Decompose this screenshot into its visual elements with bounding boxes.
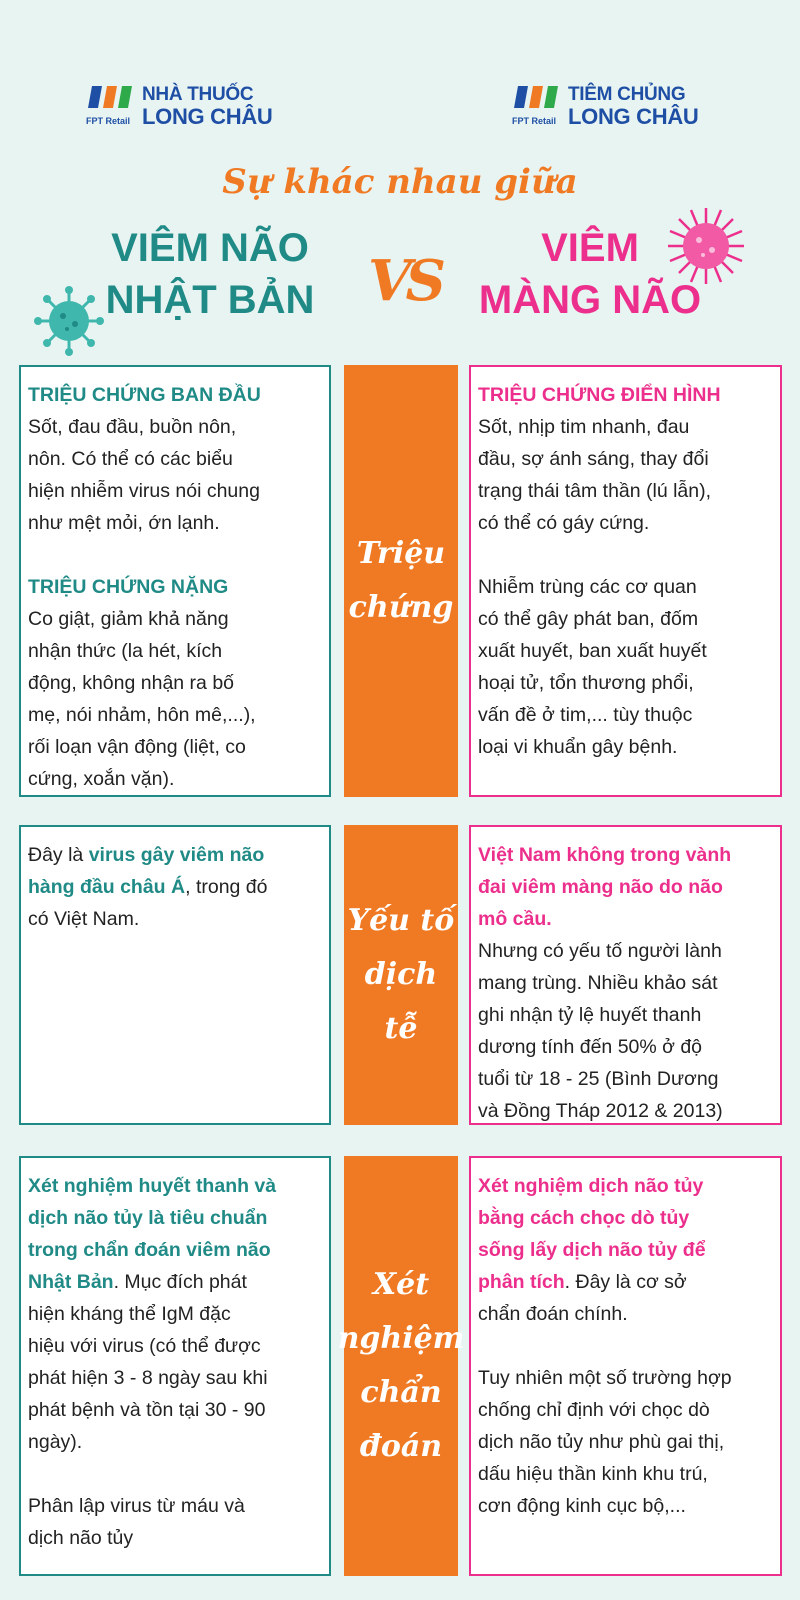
diagnosis-label — [337, 1156, 465, 1576]
text-line: có Việt Nam. — [28, 908, 140, 930]
right-title-line2: MÀNG NÃO — [478, 278, 702, 322]
typical-symptoms-heading: TRIỆU CHỨNG ĐIỂN HÌNH — [478, 384, 721, 406]
symptoms-left-box — [19, 365, 331, 797]
text-fragment: Đây là — [28, 844, 89, 866]
label-line: Xét — [372, 1267, 430, 1302]
text-line: cơn động kinh cục bộ,... — [478, 1495, 686, 1517]
text-line: hiện nhiễm virus nói chung — [28, 480, 260, 502]
highlight-text: Xét nghiệm huyết thanh và — [28, 1175, 277, 1197]
symptoms-right-box — [469, 365, 782, 797]
symptoms-label — [344, 365, 458, 797]
left-title-line2: NHẬT BẢN — [105, 278, 315, 322]
text-line: và Đồng Tháp 2012 & 2013) — [478, 1100, 723, 1122]
logo-line2: LONG CHÂU — [142, 104, 273, 129]
text-line: nôn. Có thể có các biểu — [28, 448, 233, 470]
highlight-text: Nhật Bản — [28, 1271, 114, 1293]
text-line: mẹ, nói nhảm, hôn mê,...), — [28, 704, 256, 726]
label-line: dịch tễ — [364, 957, 438, 1046]
logo-tiem-chung — [512, 82, 699, 132]
label-line: chẩn — [360, 1375, 442, 1410]
text-line: hiệu với virus (có thể được — [28, 1335, 261, 1357]
text-line: mang trùng. Nhiều khảo sát — [478, 972, 718, 994]
highlight-text: bằng cách chọc dò tủy — [478, 1207, 690, 1229]
label-line: chứng — [348, 590, 454, 625]
brand-label: FPT Retail — [86, 116, 131, 126]
highlight-text: virus gây viêm não — [88, 844, 265, 866]
highlight-text: trong chẩn đoán viêm não — [28, 1239, 271, 1261]
text-line: đầu, sợ ánh sáng, thay đổi — [478, 448, 709, 470]
text-line: có thể gây phát ban, đốm — [478, 608, 699, 630]
vs-label: VS — [368, 248, 440, 314]
text-line: ghi nhận tỷ lệ huyết thanh — [478, 1004, 702, 1026]
highlight-text: đai viêm màng não do não — [478, 876, 723, 898]
highlight-text: hàng đầu châu Á — [28, 876, 186, 898]
text-line: Sốt, nhịp tim nhanh, đau — [478, 416, 690, 438]
teal-virus-icon — [34, 286, 104, 356]
text-line: Tuy nhiên một số trường hợp — [478, 1367, 732, 1389]
text-line: dịch não tủy như phù gai thị, — [478, 1431, 725, 1453]
highlight-text: phân tích — [478, 1271, 565, 1293]
left-title — [60, 222, 360, 326]
logo-line1: TIÊM CHỦNG — [568, 84, 686, 105]
text-line: Sốt, đau đầu, buồn nôn, — [28, 416, 237, 438]
logo-line2: LONG CHÂU — [568, 104, 699, 129]
text-line: động, không nhận ra bố — [28, 672, 235, 694]
text-fragment: . Mục đích phát — [113, 1271, 247, 1293]
logo-line1: NHÀ THUỐC — [142, 84, 254, 105]
text-line: Nhiễm trùng các cơ quan — [478, 576, 697, 598]
highlight-text: mô cầu. — [478, 908, 552, 930]
text-line — [28, 839, 323, 871]
highlight-text: Xét nghiệm dịch não tủy — [478, 1175, 704, 1197]
initial-symptoms-heading: TRIỆU CHỨNG BAN ĐẦU — [28, 384, 261, 406]
text-line: Phân lập virus từ máu và — [28, 1495, 245, 1517]
label-line: nghiệm — [337, 1321, 465, 1356]
text-line — [478, 1266, 774, 1298]
text-line: trạng thái tâm thần (lú lẫn), — [478, 480, 712, 502]
text-fragment: , trong đó — [185, 876, 268, 898]
logo-nha-thuoc — [86, 82, 273, 132]
text-line: hiện kháng thể IgM đặc — [28, 1303, 231, 1325]
text-line: ngày). — [28, 1431, 83, 1453]
text-line: rối loạn vận động (liệt, co — [28, 736, 246, 758]
severe-symptoms-heading: TRIỆU CHỨNG NẶNG — [28, 576, 229, 598]
text-line: vấn đề ở tim,... tùy thuộc — [478, 704, 693, 726]
left-title-line1: VIÊM NÃO — [111, 226, 309, 270]
subtitle: Sự khác nhau giữa — [222, 162, 578, 202]
right-title-line1: VIÊM — [541, 226, 639, 270]
text-line: chống chỉ định với chọc dò — [478, 1399, 710, 1421]
fpt-logo-icon — [86, 82, 144, 132]
epidemiology-left-box — [19, 825, 331, 1125]
text-line: như mệt mỏi, ớn lạnh. — [28, 512, 220, 534]
text-line: dịch não tủy — [28, 1527, 134, 1549]
text-line: dấu hiệu thần kinh khu trú, — [478, 1463, 708, 1485]
text-line: dương tính đến 50% ở độ — [478, 1036, 703, 1058]
epidemiology-label — [344, 825, 458, 1125]
text-line: Nhưng có yếu tố người lành — [478, 940, 722, 962]
text-line — [28, 871, 323, 903]
text-line: Co giật, giảm khả năng — [28, 608, 229, 630]
diagnosis-left-box — [19, 1156, 331, 1576]
fpt-logo-icon — [512, 82, 570, 132]
label-line: đoán — [359, 1429, 443, 1464]
text-line — [28, 1266, 323, 1298]
highlight-text: Việt Nam không trong vành — [478, 844, 732, 866]
text-line: nhận thức (la hét, kích — [28, 640, 223, 662]
text-line: loại vi khuẩn gây bệnh. — [478, 736, 678, 758]
diagnosis-right-box — [469, 1156, 782, 1576]
text-line: cứng, xoắn vặn). — [28, 768, 175, 790]
epidemiology-right-box — [469, 825, 782, 1125]
label-line: Yếu tố — [347, 903, 455, 938]
pink-virus-icon — [666, 206, 746, 286]
text-line: phát hiện 3 - 8 ngày sau khi — [28, 1367, 268, 1389]
highlight-text: dịch não tủy là tiêu chuẩn — [28, 1207, 268, 1229]
text-line: chẩn đoán chính. — [478, 1303, 628, 1325]
text-line: xuất huyết, ban xuất huyết — [478, 640, 707, 662]
text-line: phát bệnh và tồn tại 30 - 90 — [28, 1399, 266, 1421]
label-line: Triệu — [356, 536, 446, 571]
highlight-text: sống lấy dịch não tủy để — [478, 1239, 706, 1261]
text-line: hoại tử, tổn thương phổi, — [478, 672, 694, 694]
text-line: tuổi từ 18 - 25 (Bình Dương — [478, 1068, 719, 1090]
text-fragment: . Đây là cơ sở — [564, 1271, 687, 1293]
brand-label: FPT Retail — [512, 116, 557, 126]
text-line: có thể có gáy cứng. — [478, 512, 650, 534]
